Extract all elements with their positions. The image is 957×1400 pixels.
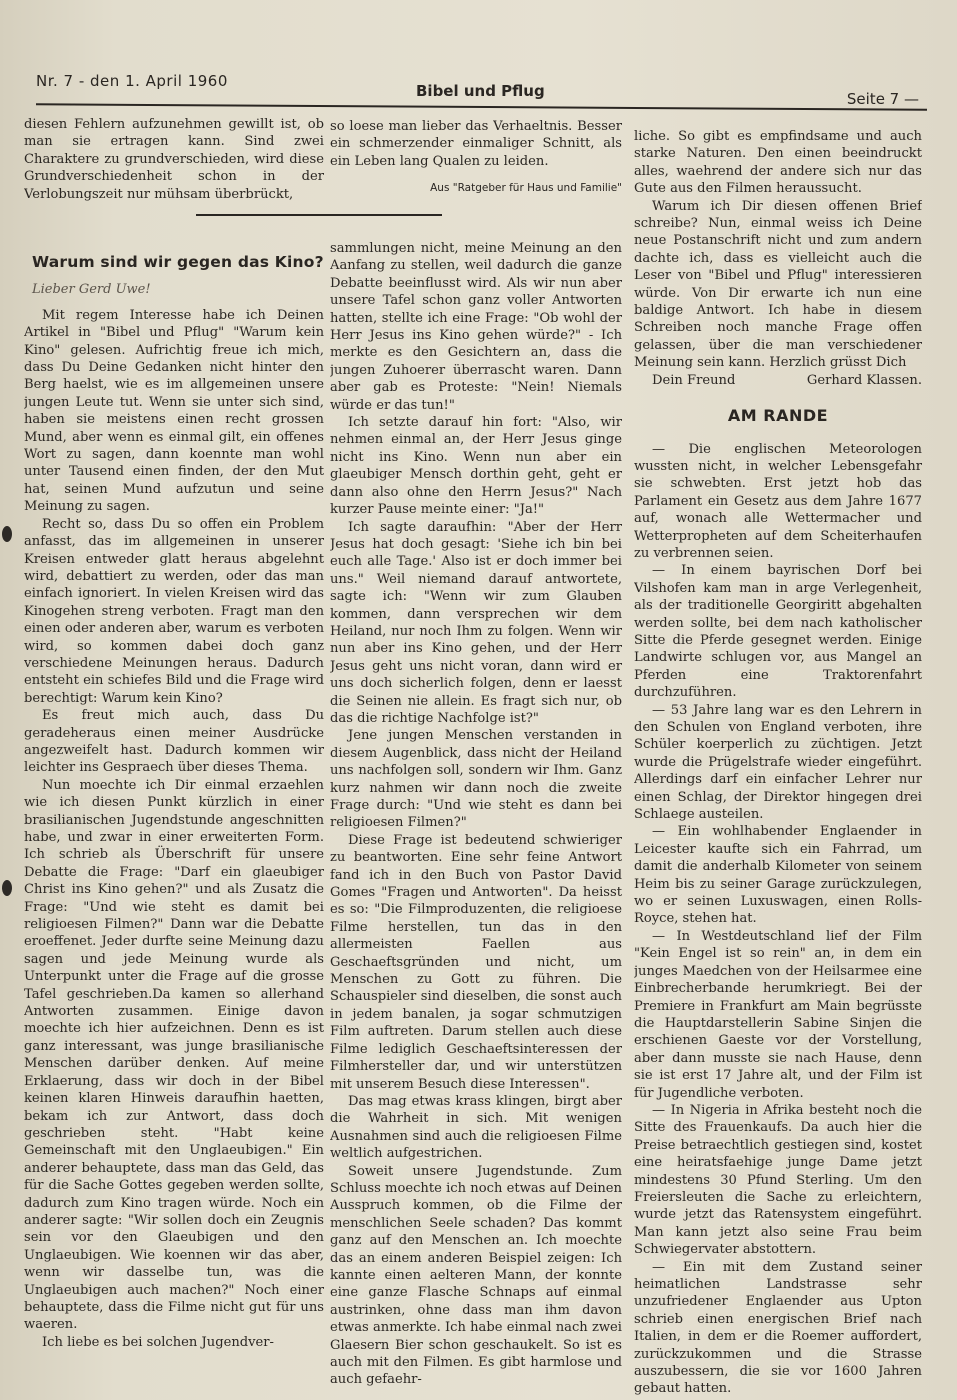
news-item: — In Nigeria in Afrika besteht noch die Sitte des Frauenkaufs. Da auch hier die Preise betraechtlich gestiegen sind, kostet eine heiratsfaehige junge Dame jetzt mindestens 30 Pfund Sterling. Um den Freiersleuten die Sache zu erleichtern, wurde jetzt das Ratensystem eingeführt. Man kann jetzt also seine Frau beim Schwiegervater abstottern. xyxy=(634,1102,922,1258)
kino-article-col1 xyxy=(24,254,324,1394)
paragraph: Jene jungen Menschen verstanden in diesem Augenblick, dass nicht der Heiland uns nachfolgen soll, sondern wir Ihm. Ganz kurz nahmen wir dann noch die zweite Frage durch: "Und wie steht es dann bei religioesen Filmen?" xyxy=(330,728,622,831)
paragraph: Das mag etwas krass klingen, birgt aber die Wahrheit in sich. Mit wenigen Ausnahmen sind auch die religioesen Filme weltlich aufgestrichen. xyxy=(330,1093,622,1162)
news-item: — Ein wohlhabender Englaender in Leicester kaufte sich ein Fahrrad, um damit die anderhalb Kilometer von seinem Heim bis zu seiner Garage zurückzulegen, wo er seinen Luxuswagen, einen Rolls-Royce, stehen hat. xyxy=(634,824,922,927)
paragraph: Diese Frage ist bedeutend schwieriger zu beantworten. Eine sehr feine Antwort fand ich in den Buch von Pastor David Gomes "Fragen und Antworten". Da heisst es so: "Die Filmproduzenten, die religioese Filme herstellen, tun das in den allermeisten Faellen aus Geschaeftsgründen und nicht, um Menschen zu Gott zu führen. Die Schauspieler sind dieselben, die sonst auch in jedem banalen, ja sogar schmutzigen Film auftreten. Darum stellen auch diese Filme lediglich Geschaeftsinteressen der Filmhersteller dar, und wir unterstützen mit unserem Besuch diese Interessen". xyxy=(330,832,622,1092)
closing: Dein Freund xyxy=(652,372,736,388)
prev-article-source: Aus "Ratgeber für Haus und Familie" xyxy=(430,182,622,195)
paragraph: Ich sagte daraufhin: "Aber der Herr Jesus hat doch gesagt: 'Siehe ich bin bei euch alle Tage.' Also ist er doch immer bei uns." Weil niemand darauf antwortete, sagte ich: "Wenn wir zum Glauben kommen, dann versprechen wir dem Heiland, nur noch Ihm zu folgen. Wenn wir nun aber ins Kino gehen, und der Herr Jesus geht uns nicht voran, dann wird er uns doch sicherlich folgen, denn er laesst die Seinen nie allein. Es fragt sich nur, ob das die richtige Nachfolge ist?" xyxy=(330,519,622,726)
prev-article-col2: so loese man lieber das Verhaeltnis. Besser ein schmerzender einmaliger Schnitt, als ein Leben lang Qualen zu leiden. Aus "Ratgeber für Haus und Familie" xyxy=(330,118,622,208)
paragraph: Soweit unsere Jugendstunde. Zum Schluss moechte ich noch etwas auf Deinen Ausspruch kommen, ob die Filme der menschlichen Seele schaden? Das kommt ganz auf den Menschen an. Ich moechte das an einem anderen Beispiel zeigen: Ich kannte einen aelteren Mann, der konnte eine ganze Flasche Schnaps auf einmal austrinken, ohne dass man ihm davon etwas anmerkte. Ich habe einmal nach zwei Glaesern Bier schon geschaukelt. So ist es auch mit den Filmen. Es gibt harmlose und auch gefaehr- xyxy=(330,1163,622,1388)
news-item: — Ein mit dem Zustand seiner heimatlichen Landstrasse sehr unzufriedener Englaender aus Upton schrieb einen energischen Brief nach Italien, in dem er die Roemer auffordert, zurückzukommen und die Strasse auszubessern, die sie vor 1600 Jahren gebaut hatten. xyxy=(634,1259,922,1397)
article-title: Warum sind wir gegen das Kino? xyxy=(32,254,324,271)
kino-article-col3 xyxy=(634,128,922,1398)
paragraph: liche. So gibt es empfindsame und auch starke Naturen. Den einen beeindruckt alles, waehrend der andere sich nur das Gute aus den Filmen heraussucht. xyxy=(634,129,922,197)
news-item: — Die englischen Meteorologen wussten nicht, in welcher Lebensgefahr sie schwebten. Erst jetzt hob das Parlament ein Gesetz aus dem Jahre 1677 auf, wonach alle Wettermacher und Wetterpropheten auf dem Scheiterhaufen zu verbrennen seien. xyxy=(634,441,922,561)
section-divider xyxy=(196,214,442,216)
paragraph: Mit regem Interesse habe ich Deinen Artikel in "Bibel und Pflug" "Warum kein Kino" gelesen. Aufrichtig freue ich mich, dass Du Deine Gedanken nicht hinter den Berg haelst, wie es im allgemeinen unsere jungen Leute tut. Wenn sie unter sich sind, haben sie meistens einen recht grossen Mund, aber wenn es einmal gilt, ein offenes Wort zu sagen, dann koennte man wohl unter Tausend einen finden, der den Mut hat, seinen Mund aufzutun und seine Meinung zu sagen. xyxy=(24,307,324,515)
paragraph: Nun moechte ich Dir einmal erzaehlen wie ich diesen Punkt kürzlich in einer brasilianischen Jugendstunde angeschnitten habe, und zwar in einer erweiterten Form. Ich schrieb als Überschrift für unsere Debatte die Frage: "Darf ein glaeubiger Christ ins Kino gehen?" und als Zusatz die Frage: "Und wie steht es damit bei religioesen Filmen?" Dann war die Debatte eroeffenet. Jeder durfte seine Meinung dazu sagen und jede Meinung wurde als Unterpunkt unter die Frage auf die grosse Tafel geschrieben.Da kamen so allerhand Antworten zusammen. Einige davon moechte ich hier aufzeichnen. Denn es ist ganz interessant, was junge brasilianische Menschen darüber denken. Auf meine Erklaerung, dass wir doch in der Bibel keinen klaren Hinweis daraufhin haetten, bekam ich zur Antwort, dass doch geschrieben steht. "Habt keine Gemeinschaft mit den Unglaeubigen." Ein anderer behauptete, dass man das Geld, das für die Sache Gottes gegeben werden sollte, dadurch zum Kino tragen würde. Noch ein anderer sagte: "Wir sollen doch ein Zeugnis sein vor den Glaeubigen und den Unglaeubigen. Wie koennen wir das aber, wenn wir dasselbe tun, was die Unglaeubigen auch machen?" Noch einer behauptete, dass die Filme nicht gut für uns waeren. xyxy=(24,777,324,1333)
kino-article-col2 xyxy=(330,240,622,1396)
publication-title: Bibel und Pflug xyxy=(416,82,545,100)
prev-article-col1: diesen Fehlern aufzunehmen gewillt ist, ob man sie ertragen kann. Sind zwei Charaktere zu grundverschieden, wird diese Grundverschiedenheit schon in der Verlobungszeit nur mühsam überbrückt, xyxy=(24,117,324,202)
paragraph: sammlungen nicht, meine Meinung an den Aanfang zu stellen, weil dadurch die ganze Debatte beeinflusst wird. Als wir nun aber unsere Tafel schon ganz voller Antworten hatten, stellte ich eine Frage: "Ob wohl der Herr Jesus ins Kino gehen würde?" - Ich merkte es den Gesichtern an, dass die jungen Zuhoerer überrascht waren. Dann aber gab es Proteste: "Nein! Niemals würde er das tun!" xyxy=(330,241,622,413)
signature-line xyxy=(634,372,922,389)
paragraph: Recht so, dass Du so offen ein Problem anfasst, das im allgemeinen in unserer Kreisen entweder glatt heraus abgelehnt wird, debattiert zu werden, oder das man einfach ignoriert. In vielen Kreisen wird das Kinogehen streng verboten. Fragt man den einen oder anderen aber, warum es verboten wird, so kommen dabei doch ganz verschiedene Meinungen heraus. Dadurch entsteht ein schiefes Bild und die Frage wird berechtigt: Warum kein Kino? xyxy=(24,516,324,706)
paragraph: Warum ich Dir diesen offenen Brief schreibe? Nun, einmal weiss ich Deine neue Postanschrift nicht und zum andern dachte ich, dass es vielleicht auch die Leser von "Bibel und Pflug" interessieren würde. Von Dir erwarte ich nun eine baldige Antwort. Ich habe in diesem Schreiben noch manche Frage offen gelassen, über die man verschiedener Meinung sein kann. Herzlich grüsst Dich xyxy=(634,198,922,371)
paragraph: Es freut mich auch, dass Du geradeheraus einen meiner Ausdrücke angezweifelt hast. Dadurch kommen wir leichter ins Gespraech über dieses Thema. xyxy=(24,708,324,776)
news-item: — In einem bayrischen Dorf bei Vilshofen kam man in arge Verlegenheit, als der traditionelle Georgiritt abgehalten werden sollte, bei dem nach katholischer Sitte die Pferde gesegnet werden. Einige Landwirte schlugen vor, aus Mangel an Pferden eine Traktorenfahrt durchzuführen. xyxy=(634,563,922,701)
binding-hole xyxy=(2,880,12,896)
news-item: — In Westdeutschland lief der Film "Kein Engel ist so rein" an, in dem ein junges Maedchen von der Heilsarmee eine Einbrecherbande herumkriegt. Bei der Premiere in Frankfurt am Main begrüsste die Hauptdarstellerin Sabine Sinjen die erschienen Gaeste vor der Vorstellung, aber dann musste sie nach Hause, denn sie ist erst 17 Jahre alt, und der Film ist für Jugendliche verboten. xyxy=(634,928,922,1101)
page-number: Seite 7 — xyxy=(846,90,919,108)
author-name: Gerhard Klassen. xyxy=(806,372,922,388)
paragraph: Ich liebe es bei solchen Jugendver- xyxy=(42,1334,274,1350)
salutation: Lieber Gerd Uwe! xyxy=(32,282,151,298)
paragraph: Ich setzte darauf hin fort: "Also, wir nehmen einmal an, der Herr Jesus ginge nicht ins Kino. Wenn nun aber ein glaeubiger Mensch dorthin geht, geht er dann also ohne den Herrn Jesus?" Nach kurzer Pause meinte einer: "Ja!" xyxy=(330,415,622,518)
issue-date: Nr. 7 - den 1. April 1960 xyxy=(36,72,228,90)
am-rande-title: AM RANDE xyxy=(727,406,829,426)
binding-hole xyxy=(2,526,12,542)
news-item: — 53 Jahre lang war es den Lehrern in den Schulen von England verboten, ihre Schüler koerperlich zu züchtigen. Jetzt wurde die Prügelstrafe wieder eingeführt. Allerdings darf ein einfacher Lehrer nur einen Schlag, der Direktor hingegen drei Schlaege austeilen. xyxy=(634,702,922,823)
